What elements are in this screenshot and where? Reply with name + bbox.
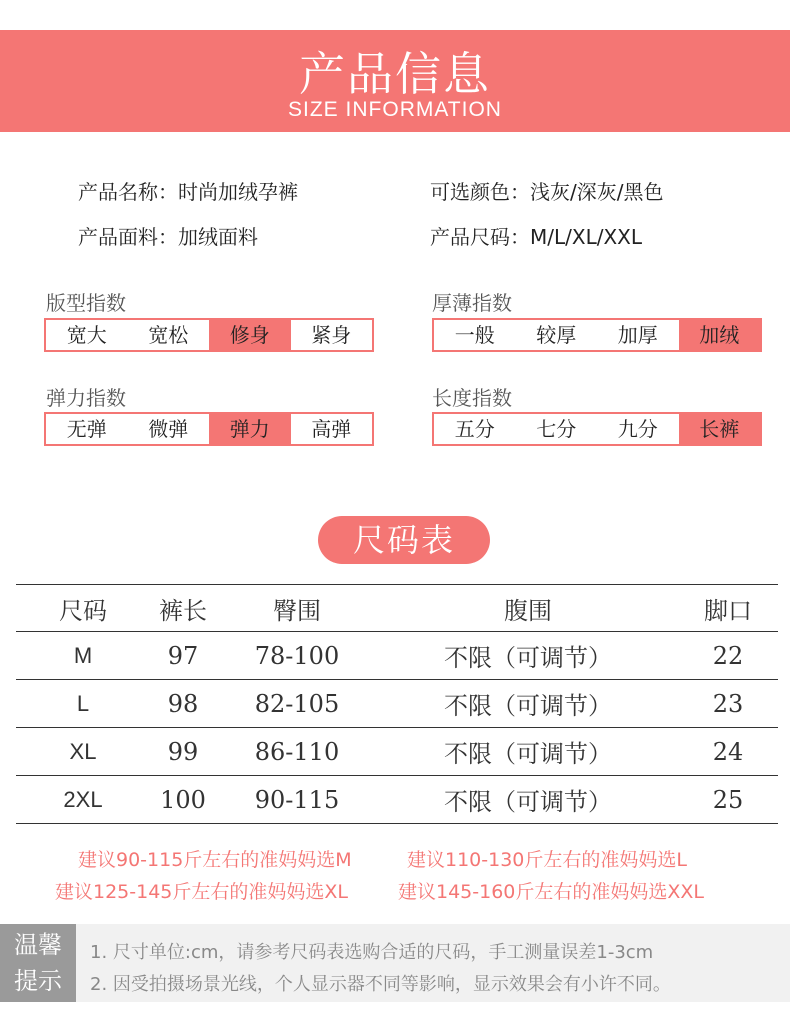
fit-index-scale <box>44 318 374 352</box>
product-colors: 可选颜色：浅灰/深灰/黑色 <box>430 180 664 204</box>
page-subtitle: SIZE INFORMATION <box>288 98 502 121</box>
tips-box <box>0 924 790 1002</box>
cell-length: 100 <box>150 776 216 824</box>
col-header-size: 尺码 <box>16 585 150 632</box>
product-sizes: 产品尺码：M/L/XL/XXL <box>430 225 643 249</box>
length-option-selected: 长裤 <box>679 414 761 444</box>
tips-label-line2: 提示 <box>14 967 62 995</box>
cell-waist: 不限（可调节） <box>378 776 678 824</box>
cell-cuff: 23 <box>678 680 778 728</box>
suggestion-m: 建议90-115斤左右的准妈妈选M <box>78 849 352 871</box>
length-option: 七分 <box>536 417 577 441</box>
cell-size: XL <box>16 728 150 776</box>
fit-option: 宽松 <box>148 323 189 347</box>
table-row <box>16 728 778 776</box>
length-option: 九分 <box>617 417 658 441</box>
thickness-option: 一般 <box>454 323 495 347</box>
cell-hip: 78-100 <box>216 632 378 680</box>
col-header-waist: 腹围 <box>378 585 678 632</box>
cell-cuff: 25 <box>678 776 778 824</box>
thickness-option-selected: 加绒 <box>679 320 761 350</box>
col-header-length: 裤长 <box>150 585 216 632</box>
elasticity-option: 高弹 <box>311 417 352 441</box>
fit-index-label: 版型指数 <box>46 291 126 315</box>
elasticity-option: 无弹 <box>66 417 107 441</box>
thickness-index-scale <box>432 318 762 352</box>
fit-option: 宽大 <box>66 323 107 347</box>
length-index-scale <box>432 412 762 446</box>
col-header-hip: 臀围 <box>216 585 378 632</box>
header-banner <box>0 30 790 132</box>
table-row <box>16 680 778 728</box>
cell-size: M <box>16 632 150 680</box>
cell-hip: 86-110 <box>216 728 378 776</box>
table-row <box>16 776 778 824</box>
thickness-option: 加厚 <box>617 323 658 347</box>
table-header-row <box>16 585 778 632</box>
suggestion-xxl: 建议145-160斤左右的准妈妈选XXL <box>398 881 705 903</box>
col-header-cuff: 脚口 <box>678 585 778 632</box>
thickness-index-label: 厚薄指数 <box>432 291 512 315</box>
fit-option-selected: 修身 <box>209 320 291 350</box>
cell-waist: 不限（可调节） <box>378 632 678 680</box>
elasticity-option-selected: 弹力 <box>209 414 291 444</box>
thickness-option: 较厚 <box>536 323 577 347</box>
tips-label <box>0 924 76 1002</box>
suggestion-xl: 建议125-145斤左右的准妈妈选XL <box>55 881 348 903</box>
cell-size: L <box>16 680 150 728</box>
length-option: 五分 <box>454 417 495 441</box>
cell-length: 99 <box>150 728 216 776</box>
cell-hip: 90-115 <box>216 776 378 824</box>
table-row <box>16 632 778 680</box>
length-index-label: 长度指数 <box>432 386 512 410</box>
fit-option: 紧身 <box>311 323 352 347</box>
cell-cuff: 22 <box>678 632 778 680</box>
product-fabric: 产品面料：加绒面料 <box>78 225 258 249</box>
size-table <box>16 584 778 824</box>
tip-line-2: 2. 因受拍摄场景光线，个人显示器不同等影响，显示效果会有小许不同。 <box>90 974 671 995</box>
cell-hip: 82-105 <box>216 680 378 728</box>
product-name: 产品名称：时尚加绒孕裤 <box>78 180 298 204</box>
page-title: 产品信息 <box>299 47 491 101</box>
cell-length: 97 <box>150 632 216 680</box>
elasticity-index-label: 弹力指数 <box>46 386 126 410</box>
tips-label-line1: 温馨 <box>14 931 62 959</box>
size-table-title: 尺码表 <box>318 516 490 564</box>
cell-waist: 不限（可调节） <box>378 728 678 776</box>
suggestion-l: 建议110-130斤左右的准妈妈选L <box>407 849 687 871</box>
cell-cuff: 24 <box>678 728 778 776</box>
tip-line-1: 1. 尺寸单位:cm，请参考尺码表选购合适的尺码，手工测量误差1-3cm <box>90 942 654 963</box>
cell-length: 98 <box>150 680 216 728</box>
cell-size: 2XL <box>16 776 150 824</box>
elasticity-option: 微弹 <box>148 417 189 441</box>
elasticity-index-scale <box>44 412 374 446</box>
cell-waist: 不限（可调节） <box>378 680 678 728</box>
